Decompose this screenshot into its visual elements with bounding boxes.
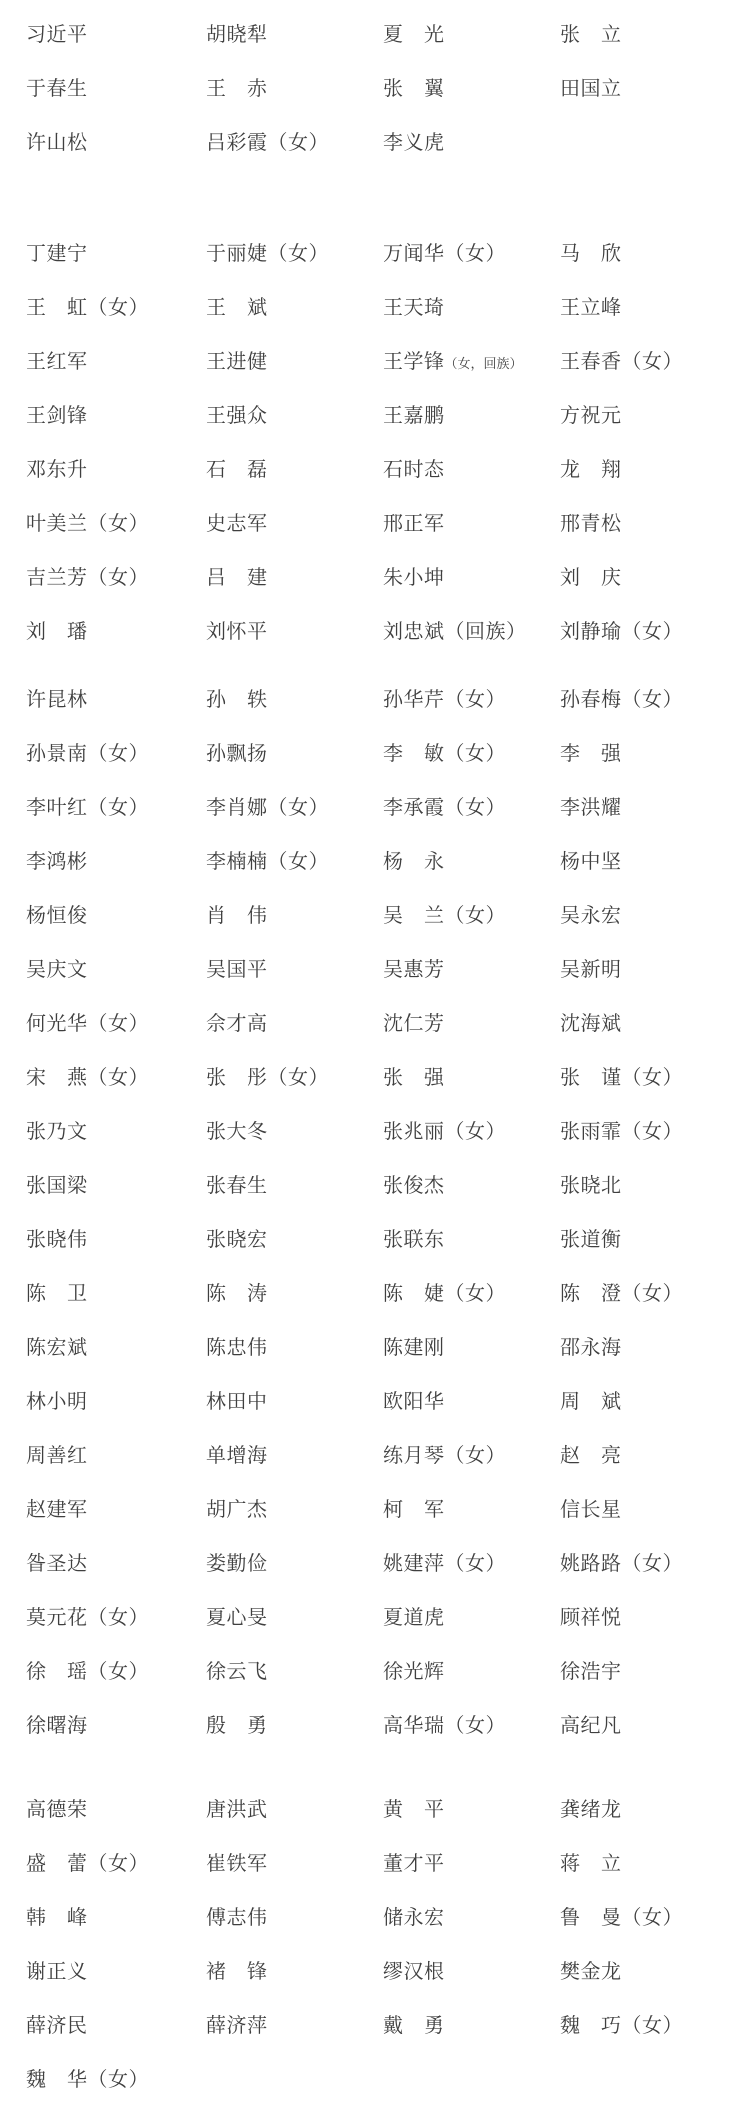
name-cell: 王春香（女） — [560, 351, 683, 373]
name-cell: 沈海斌 — [560, 1013, 622, 1035]
name-cell: 张俊杰 — [383, 1175, 445, 1197]
name-row — [0, 997, 750, 1051]
name-cell: 许昆林 — [26, 689, 88, 711]
name-cell: 徐云飞 — [206, 1661, 268, 1683]
name-cell: 张晓宏 — [206, 1229, 268, 1251]
name-cell: 盛 蕾（女） — [26, 1853, 149, 1875]
name-cell: 姚建萍（女） — [383, 1553, 506, 1575]
name-section — [0, 8, 750, 170]
name-cell: 石 磊 — [206, 459, 268, 481]
name-row — [0, 1213, 750, 1267]
name-cell: 张晓北 — [560, 1175, 622, 1197]
name-row — [0, 443, 750, 497]
name-cell: 徐浩宇 — [560, 1661, 622, 1683]
name-cell: 吴庆文 — [26, 959, 88, 981]
name-cell: 王红军 — [26, 351, 88, 373]
name-cell: 杨中坚 — [560, 851, 622, 873]
name-cell: 薛济民 — [26, 2015, 88, 2037]
name-cell: 蒋 立 — [560, 1853, 622, 1875]
name-cell: 李叶红（女） — [26, 797, 149, 819]
name-cell: 王 斌 — [206, 297, 268, 319]
name-row — [0, 8, 750, 62]
name-row — [0, 727, 750, 781]
name-row — [0, 281, 750, 335]
name-cell: 赵建军 — [26, 1499, 88, 1521]
name-row — [0, 1105, 750, 1159]
name-cell: 褚 锋 — [206, 1961, 268, 1983]
name-cell: 董才平 — [383, 1853, 445, 1875]
name-cell: 崔铁军 — [206, 1853, 268, 1875]
name-cell: 李洪耀 — [560, 797, 622, 819]
name-cell: 胡广杰 — [206, 1499, 268, 1521]
name-cell: 黄 平 — [383, 1799, 445, 1821]
name-row — [0, 335, 750, 389]
name-cell: 胡晓犁 — [206, 24, 268, 46]
name-cell: 陈 澄（女） — [560, 1283, 683, 1305]
name-cell: 朱小坤 — [383, 567, 445, 589]
name-cell: 叶美兰（女） — [26, 513, 149, 535]
name-cell: 单增海 — [206, 1445, 268, 1467]
name-cell: 周善红 — [26, 1445, 88, 1467]
name-cell: 吕彩霞（女） — [206, 132, 329, 154]
name-cell: 田国立 — [560, 78, 622, 100]
name-cell: 陈 卫 — [26, 1283, 88, 1305]
name-cell: 孙 轶 — [206, 689, 268, 711]
name-cell: 谢正义 — [26, 1961, 88, 1983]
name-cell: 戴 勇 — [383, 2015, 445, 2037]
name-row — [0, 1891, 750, 1945]
name-cell: 王进健 — [206, 351, 268, 373]
name-cell: 于春生 — [26, 78, 88, 100]
name-cell: 陈 涛 — [206, 1283, 268, 1305]
name-cell: 陈宏斌 — [26, 1337, 88, 1359]
name-cell: 龙 翔 — [560, 459, 622, 481]
name-row — [0, 943, 750, 997]
name-cell: 陈忠伟 — [206, 1337, 268, 1359]
name-cell: 高纪凡 — [560, 1715, 622, 1737]
name-row — [0, 227, 750, 281]
name-row — [0, 1645, 750, 1699]
name-cell: 张 谨（女） — [560, 1067, 683, 1089]
name-row — [0, 781, 750, 835]
name-cell: 徐光辉 — [383, 1661, 445, 1683]
name-row — [0, 1999, 750, 2053]
name-cell: 殷 勇 — [206, 1715, 268, 1737]
name-cell: 娄勤俭 — [206, 1553, 268, 1575]
name-row — [0, 2053, 750, 2107]
name-cell: 张乃文 — [26, 1121, 88, 1143]
name-cell: 张联东 — [383, 1229, 445, 1251]
name-cell: 高德荣 — [26, 1799, 88, 1821]
name-cell: 张大冬 — [206, 1121, 268, 1143]
name-cell: 丁建宁 — [26, 243, 88, 265]
name-cell: 刘 庆 — [560, 567, 622, 589]
name-row — [0, 1267, 750, 1321]
name-cell: 李肖娜（女） — [206, 797, 329, 819]
name-row — [0, 1321, 750, 1375]
name-cell: 杨 永 — [383, 851, 445, 873]
name-row — [0, 1483, 750, 1537]
name-cell: 刘 璠 — [26, 621, 88, 643]
name-cell: 柯 军 — [383, 1499, 445, 1521]
name-cell: 史志军 — [206, 513, 268, 535]
name-cell: 缪汉根 — [383, 1961, 445, 1983]
name-cell: 邢正军 — [383, 513, 445, 535]
name-cell: 邢青松 — [560, 513, 622, 535]
name-cell: 许山松 — [26, 132, 88, 154]
name-cell: 吉兰芳（女） — [26, 567, 149, 589]
name-cell: 石时态 — [383, 459, 445, 481]
name-cell: 张道衡 — [560, 1229, 622, 1251]
name-cell: 吴新明 — [560, 959, 622, 981]
name-cell: 魏 华（女） — [26, 2069, 149, 2091]
name-row — [0, 389, 750, 443]
name-cell: 宋 燕（女） — [26, 1067, 149, 1089]
name-row — [0, 605, 750, 659]
name-cell: 于丽婕（女） — [206, 243, 329, 265]
name-cell: 吴惠芳 — [383, 959, 445, 981]
name-cell: 邵永海 — [560, 1337, 622, 1359]
name-row — [0, 1375, 750, 1429]
name-cell: 肖 伟 — [206, 905, 268, 927]
name-cell: 吴永宏 — [560, 905, 622, 927]
name-note: （女，回族） — [444, 356, 523, 371]
name-row — [0, 1699, 750, 1753]
name-cell: 顾祥悦 — [560, 1607, 622, 1629]
name-cell: 张 彤（女） — [206, 1067, 329, 1089]
name-cell: 欧阳华 — [383, 1391, 445, 1413]
name-cell: 鲁 曼（女） — [560, 1907, 683, 1929]
name-section — [0, 227, 750, 659]
name-cell: 刘静瑜（女） — [560, 621, 683, 643]
name-cell: 习近平 — [26, 24, 88, 46]
name-cell: 张雨霏（女） — [560, 1121, 683, 1143]
name-cell: 林田中 — [206, 1391, 268, 1413]
name-cell: 李楠楠（女） — [206, 851, 329, 873]
name-cell: 刘怀平 — [206, 621, 268, 643]
name-row — [0, 1537, 750, 1591]
name-cell: 陈建刚 — [383, 1337, 445, 1359]
name-row — [0, 835, 750, 889]
name-cell: 夏心旻 — [206, 1607, 268, 1629]
name-cell: 沈仁芳 — [383, 1013, 445, 1035]
name-cell: 方祝元 — [560, 405, 622, 427]
name-cell: 练月琴（女） — [383, 1445, 506, 1467]
name-row — [0, 1429, 750, 1483]
name-cell: 万闻华（女） — [383, 243, 506, 265]
name-row — [0, 1159, 750, 1213]
name-cell: 吴 兰（女） — [383, 905, 506, 927]
name-cell: 张晓伟 — [26, 1229, 88, 1251]
name-cell: 吴国平 — [206, 959, 268, 981]
name-cell: 高华瑞（女） — [383, 1715, 506, 1737]
name-cell: 龚绪龙 — [560, 1799, 622, 1821]
name-row — [0, 116, 750, 170]
name-cell: 储永宏 — [383, 1907, 445, 1929]
name-cell: 王强众 — [206, 405, 268, 427]
name-row — [0, 551, 750, 605]
name-cell: 王 赤 — [206, 78, 268, 100]
name-cell: 夏道虎 — [383, 1607, 445, 1629]
name-cell: 张兆丽（女） — [383, 1121, 506, 1143]
name-cell: 樊金龙 — [560, 1961, 622, 1983]
name-cell: 韩 峰 — [26, 1907, 88, 1929]
name-row — [0, 1945, 750, 1999]
name-cell: 王立峰 — [560, 297, 622, 319]
name-row — [0, 1051, 750, 1105]
name-cell: 莫元花（女） — [26, 1607, 149, 1629]
name-cell: 王剑锋 — [26, 405, 88, 427]
name-cell: 李义虎 — [383, 132, 445, 154]
name-cell: 何光华（女） — [26, 1013, 149, 1035]
name-cell: 王嘉鹏 — [383, 405, 445, 427]
name-cell: 徐曙海 — [26, 1715, 88, 1737]
name-cell: 张 立 — [560, 24, 622, 46]
name-cell: 魏 巧（女） — [560, 2015, 683, 2037]
name-cell: 张 强 — [383, 1067, 445, 1089]
name-cell: 徐 瑶（女） — [26, 1661, 149, 1683]
name-cell: 信长星 — [560, 1499, 622, 1521]
name-cell: 张春生 — [206, 1175, 268, 1197]
name-list — [0, 8, 750, 2107]
name-row — [0, 62, 750, 116]
name-cell: 邓东升 — [26, 459, 88, 481]
name-row — [0, 673, 750, 727]
name-cell: 佘才高 — [206, 1013, 268, 1035]
name-row — [0, 1591, 750, 1645]
name-cell: 姚路路（女） — [560, 1553, 683, 1575]
name-cell: 王天琦 — [383, 297, 445, 319]
name-cell: 孙景南（女） — [26, 743, 149, 765]
name-cell: 薛济萍 — [206, 2015, 268, 2037]
name-row — [0, 1783, 750, 1837]
name-row — [0, 1837, 750, 1891]
name-row — [0, 889, 750, 943]
name-cell: 王 虹（女） — [26, 297, 149, 319]
name-cell: 林小明 — [26, 1391, 88, 1413]
name-cell: 昝圣达 — [26, 1553, 88, 1575]
name-cell: 刘忠斌（回族） — [383, 621, 527, 643]
name-section — [0, 673, 750, 1753]
name-cell: 孙春梅（女） — [560, 689, 683, 711]
name-row — [0, 497, 750, 551]
name-cell: 周 斌 — [560, 1391, 622, 1413]
name-cell — [383, 352, 560, 372]
name-cell: 马 欣 — [560, 243, 622, 265]
name-cell: 杨恒俊 — [26, 905, 88, 927]
name-cell: 李承霞（女） — [383, 797, 506, 819]
name-cell: 夏 光 — [383, 24, 445, 46]
name-cell: 陈 婕（女） — [383, 1283, 506, 1305]
name-cell: 唐洪武 — [206, 1799, 268, 1821]
name-cell: 李 强 — [560, 743, 622, 765]
name-cell: 赵 亮 — [560, 1445, 622, 1467]
name-cell: 李 敏（女） — [383, 743, 506, 765]
name-cell: 吕 建 — [206, 567, 268, 589]
name-cell: 李鸿彬 — [26, 851, 88, 873]
name-cell: 张 翼 — [383, 78, 445, 100]
name-text: 王学锋 — [383, 351, 445, 373]
name-cell: 傅志伟 — [206, 1907, 268, 1929]
name-section — [0, 1783, 750, 2107]
name-cell: 孙华芹（女） — [383, 689, 506, 711]
name-cell: 孙飘扬 — [206, 743, 268, 765]
name-cell: 张国梁 — [26, 1175, 88, 1197]
